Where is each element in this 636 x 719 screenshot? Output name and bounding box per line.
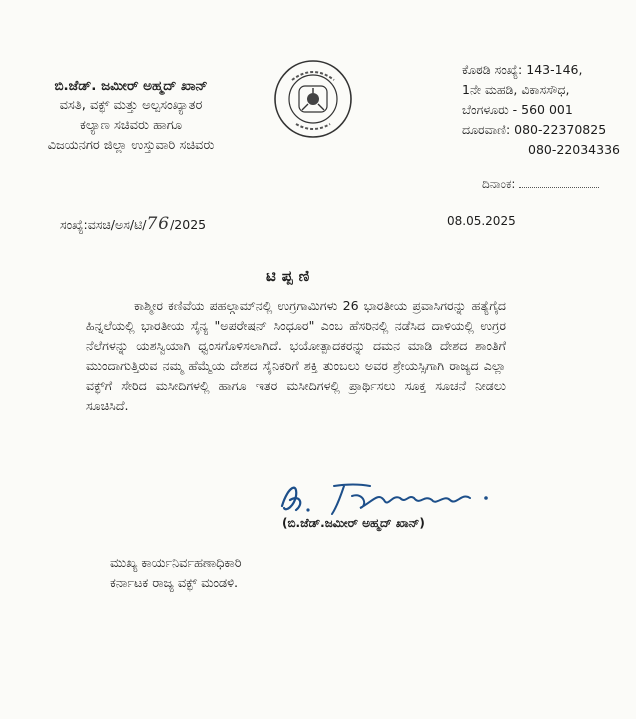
phone-number-1: 080-22370825 <box>514 122 607 137</box>
phone-row <box>462 120 620 140</box>
room-number: ಕೊಠಡಿ ಸಂಖ್ಯೆ: 143-146, <box>462 62 583 77</box>
phone-number-2: 080-22034336 <box>528 142 620 157</box>
phone-label: ದೂರವಾಣಿ: <box>462 122 511 137</box>
reference-suffix: /2025 <box>170 217 207 232</box>
memo-body <box>86 296 506 416</box>
recipient-block <box>110 554 241 594</box>
sender-name: ಬಿ.ಜೆಡ್. ಜಮೀರ್ ಅಹ್ಮದ್ ಖಾನ್ <box>54 78 208 94</box>
government-seal-icon <box>272 58 354 140</box>
memo-heading: ಟಿಪ್ಪಣಿ <box>266 267 316 285</box>
memo-body-text: ಕಾಶ್ಮೀರ ಕಣಿವೆಯ ಪಹಲ್ಗಾಮ್‌ನಲ್ಲಿ ಉಗ್ರಗಾಮಿಗಳು 26 ಭಾರತೀಯ ಪ್ರವಾಸಿಗರನ್ನು ಹತ್ಯೆಗೈದ ಹಿನ್ನಲೆಯಲ್ಲಿ ಭಾರತೀಯ ಸೈನ್ಯ "ಅಪರೇಷನ್ ಸಿಂಧೂರ" ಎಂಬ ಹೆಸರಿನಲ್ಲಿ ನಡೆಸಿದ ದಾಳಿಯಲ್ಲಿ ಉಗ್ರರ ನೆಲೆಗಳನ್ನು ಯಶಸ್ವಿಯಾಗಿ ಧ್ವಂಸಗೊಳಿಸಲಾಗಿದೆ. ಭಯೋತ್ಪಾದಕರನ್ನು ದಮನ ಮಾಡಿ ದೇಶದ ಶಾಂತಿಗೆ ಮುಂದಾಗುತ್ತಿರುವ ನಮ್ಮ ಹೆಮ್ಮೆಯ ದೇಶದ ಸೈನಿಕರಿಗೆ ಶಕ್ತಿ ತುಂಬಲು ಅವರ ಶ್ರೇಯಸ್ಸಿಗಾಗಿ ರಾಜ್ಯದ ಎಲ್ಲಾ ವಕ್ಫ್‌ಗೆ ಸೇರಿದ ಮಸೀದಿಗಳಲ್ಲಿ ಹಾಗೂ ಇತರ ಮಸೀದಿಗಳಲ್ಲಿ ಪ್ರಾರ್ಥಿಸಲು ಸೂಕ್ತ ಸೂಚನೆ ನೀಡಲು ಸೂಚಿಸಿದೆ. <box>86 298 506 413</box>
sender-block <box>6 76 256 156</box>
city-pin: ಬೆಂಗಳೂರು - 560 001 <box>462 102 573 117</box>
reference-date: 08.05.2025 <box>447 214 516 228</box>
signer-name: (ಬಿ.ಜೆಡ್.ಜಮೀರ್ ಅಹ್ಮದ್ ಖಾನ್) <box>282 516 425 530</box>
sender-title-line2: ಕಲ್ಯಾಣ ಸಚಿವರು ಹಾಗೂ <box>79 118 183 133</box>
recipient-organization: ಕರ್ನಾಟಕ ರಾಜ್ಯ ವಕ್ಫ್ ಮಂಡಳಿ. <box>110 576 239 591</box>
recipient-designation: ಮುಖ್ಯ ಕಾರ್ಯನಿರ್ವಹಣಾಧಿಕಾರಿ <box>110 556 242 571</box>
reference-prefix: ಸಂಖ್ಯೆ:ವಸಚಿ/ಅಸ/ಟಿ/ <box>60 217 147 232</box>
sender-title-line1: ವಸತಿ, ವಕ್ಫ್ ಮತ್ತು ಅಲ್ಪಸಂಖ್ಯಾತರ <box>59 98 203 113</box>
date-blank <box>519 177 599 188</box>
sender-title-line3: ವಿಜಯನಗರ ಜಿಲ್ಲಾ ಉಸ್ತುವಾರಿ ಸಚಿವರು <box>47 138 215 153</box>
date-field <box>482 177 599 192</box>
reference-number <box>60 214 206 234</box>
date-label: ದಿನಾಂಕ: <box>482 177 516 191</box>
contact-block <box>462 60 620 160</box>
reference-handwritten-number: 76 <box>146 214 171 234</box>
floor-address: 1ನೇ ಮಹಡಿ, ವಿಕಾಸಸೌಧ, <box>462 82 570 97</box>
